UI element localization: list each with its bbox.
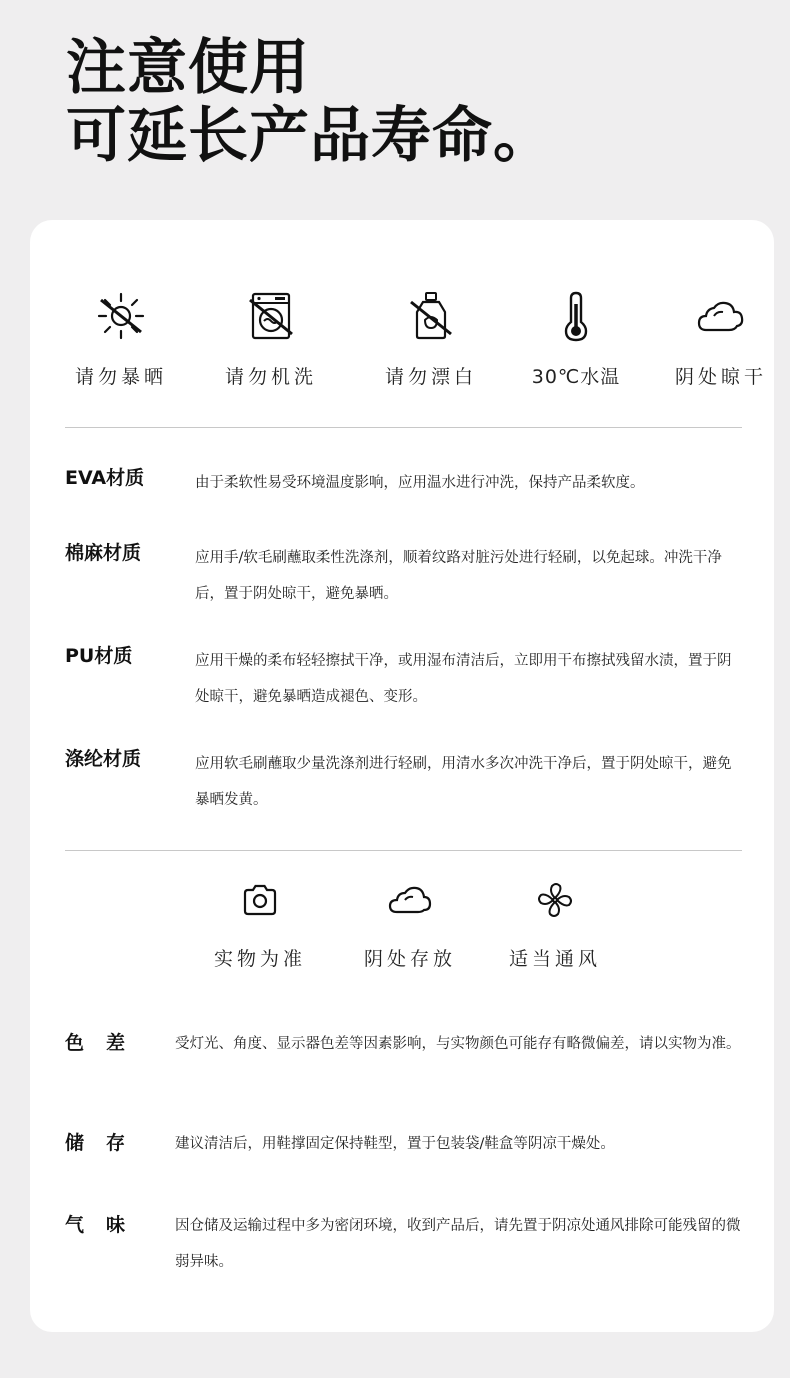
material-desc: 应用手/软毛刷蘸取柔性洗涤剂，顺着纹路对脏污处进行轻刷，以免起球。冲洗干净后，置于阴处晾干，避免暴晒。 <box>195 550 722 602</box>
care-label: 请勿机洗 <box>224 366 317 388</box>
no-machine-wash-icon <box>245 290 297 342</box>
thermometer-icon <box>550 290 602 342</box>
cloud-icon <box>387 880 433 920</box>
care-label: 请勿暴晒 <box>74 366 167 388</box>
material-title: EVA材质 <box>65 467 145 489</box>
note-title: 色差 <box>65 1032 148 1054</box>
care-item-no-machine-wash <box>216 290 326 389</box>
care-card <box>30 220 774 1332</box>
care-icon-row <box>66 290 767 390</box>
divider-top <box>65 427 742 428</box>
storage-label: 适当通风 <box>508 948 601 970</box>
headline-line-2: 可延长产品寿命。 <box>66 101 554 171</box>
storage-item-ventilation <box>495 880 615 971</box>
material-desc: 应用软毛刷蘸取少量洗涤剂进行轻刷，用清水多次冲洗干净后，置于阴处晾干，避免暴晒发黄。 <box>195 756 732 808</box>
note-desc: 因仓储及运输过程中多为密闭环境，收到产品后，请先置于阴凉处通风排除可能残留的微弱异味。 <box>175 1218 741 1270</box>
no-sun-icon <box>95 290 147 342</box>
note-desc: 受灯光、角度、显示器色差等因素影响，与实物颜色可能存有略微偏差，请以实物为准。 <box>175 1036 741 1052</box>
divider-middle <box>65 850 742 851</box>
storage-icon-row <box>200 880 620 980</box>
care-label: 请勿漂白 <box>384 366 477 388</box>
fan-icon <box>535 880 575 920</box>
material-desc: 由于柔软性易受环境温度影响，应用温水进行冲洗，保持产品柔软度。 <box>195 475 645 491</box>
care-item-no-bleach <box>376 290 486 389</box>
no-bleach-icon <box>405 290 457 342</box>
note-desc: 建议清洁后，用鞋撑固定保持鞋型，置于包装袋/鞋盒等阴凉干燥处。 <box>175 1136 615 1152</box>
headline-line-1: 注意使用 <box>66 33 310 103</box>
care-label: 阴处晾干 <box>674 366 767 388</box>
note-title: 储存 <box>65 1132 148 1154</box>
care-item-shade-dry <box>666 290 776 389</box>
material-title: 棉麻材质 <box>65 542 142 564</box>
cloud-icon <box>695 290 747 342</box>
storage-label: 实物为准 <box>213 948 306 970</box>
camera-icon <box>240 880 280 920</box>
care-item-water-temp <box>521 290 631 389</box>
material-desc: 应用干燥的柔布轻轻擦拭干净，或用湿布清洁后，立即用干布擦拭残留水渍，置于阴处晾干，避免暴晒造成褪色、变形。 <box>195 653 732 705</box>
material-title: 涤纶材质 <box>65 748 142 770</box>
care-label: 30℃水温 <box>531 366 621 388</box>
material-title: PU材质 <box>65 645 133 667</box>
storage-item-actual-product <box>200 880 320 971</box>
care-item-no-sun <box>66 290 176 389</box>
storage-item-shade-storage <box>350 880 470 971</box>
storage-label: 阴处存放 <box>363 948 456 970</box>
note-title: 气味 <box>65 1214 148 1236</box>
headline <box>66 34 554 170</box>
